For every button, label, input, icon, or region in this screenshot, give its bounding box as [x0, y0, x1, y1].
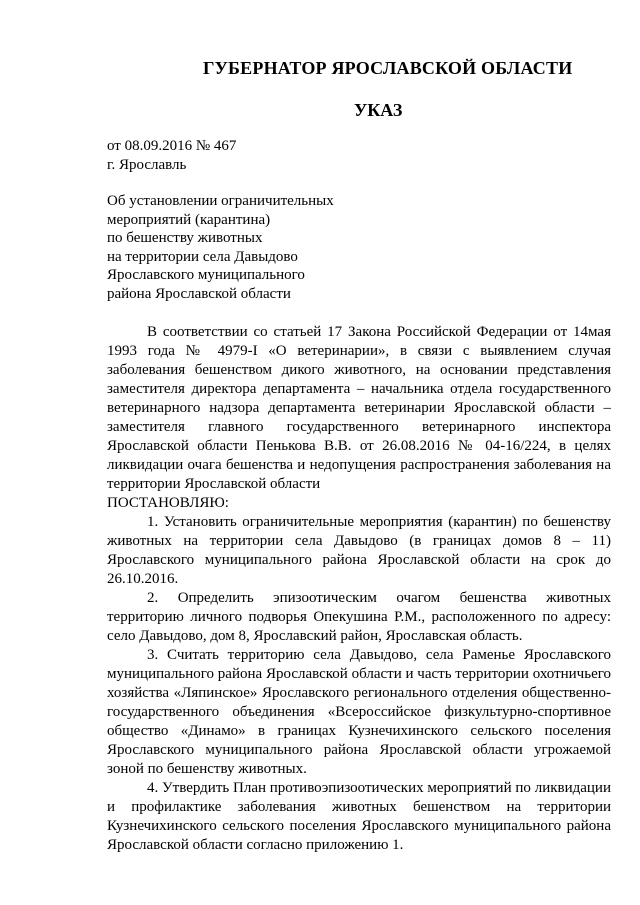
governor-title: ГУБЕРНАТОР ЯРОСЛАВСКОЙ ОБЛАСТИ	[203, 58, 573, 78]
preamble-paragraph: В соответствии со статьей 17 Закона Российской Федерации от 14мая 1993 года № 4979-I «О ветеринарии», в связи с выявлением случая заболевания бешенством дикого животного, на основании представления заместителя директора департамента – начальника отдела государственного ветеринарного надзора департамента ветеринарии Ярославской области – заместителя главного государственного ветеринарного инспектора Ярославской области Пенькова В.В. от 26.08.2016 № 04-16/224, в целях ликвидации очага бешенства и недопущения распространения заболевания на территории Ярославской области	[107, 324, 611, 492]
subject-line: по бешенству животных	[107, 230, 263, 246]
subject-line: мероприятий (карантина)	[107, 211, 271, 228]
resolve-heading: ПОСТАНОВЛЯЮ:	[107, 495, 229, 511]
decree-meta	[107, 137, 236, 175]
subject-line: района Ярославской области	[107, 285, 291, 302]
decree-subject	[107, 192, 334, 303]
decree-item: 2. Определить эпизоотическим очагом бешенства животных территорию личного подворья Опекушина Р.М., расположенного по адресу: село Давыдово, дом 8, Ярославский район, Ярославская область.	[107, 590, 611, 644]
subject-line: на территории села Давыдово	[107, 248, 298, 265]
decree-city: г. Ярославль	[107, 157, 187, 173]
decree-body	[107, 323, 611, 855]
decree-item: 1. Установить ограничительные мероприятия (карантин) по бешенству животных на территории села Давыдово (в границах домов 8 – 11) Ярославского муниципального района Ярославской области на срок до 26.10.2016.	[107, 514, 611, 587]
subject-line: Об установлении ограничительных	[107, 193, 334, 209]
subject-line: Ярославского муниципального	[107, 267, 305, 283]
decree-item: 4. Утвердить План противоэпизоотических мероприятий по ликвидации и профилактике заболевания животных бешенством на территории Кузнечихинского сельского поселения Ярославского муниципального района Ярославской области согласно приложению 1.	[107, 780, 611, 853]
decree-title: УКАЗ	[354, 100, 403, 120]
decree-date-number: от 08.09.2016 № 467	[107, 138, 237, 154]
decree-item: 3. Считать территорию села Давыдово, села Раменье Ярославского муниципального района Ярославской области и часть территории охотничьего хозяйства «Ляпинское» Ярославского регионального отделения общественно-государственного объединения «Всероссийское физкультурно-спортивное общество «Динамо» в границах Кузнечихинского сельского поселения Ярославского муниципального района Ярославской области угрожаемой зоной по бешенству животных.	[107, 647, 611, 777]
